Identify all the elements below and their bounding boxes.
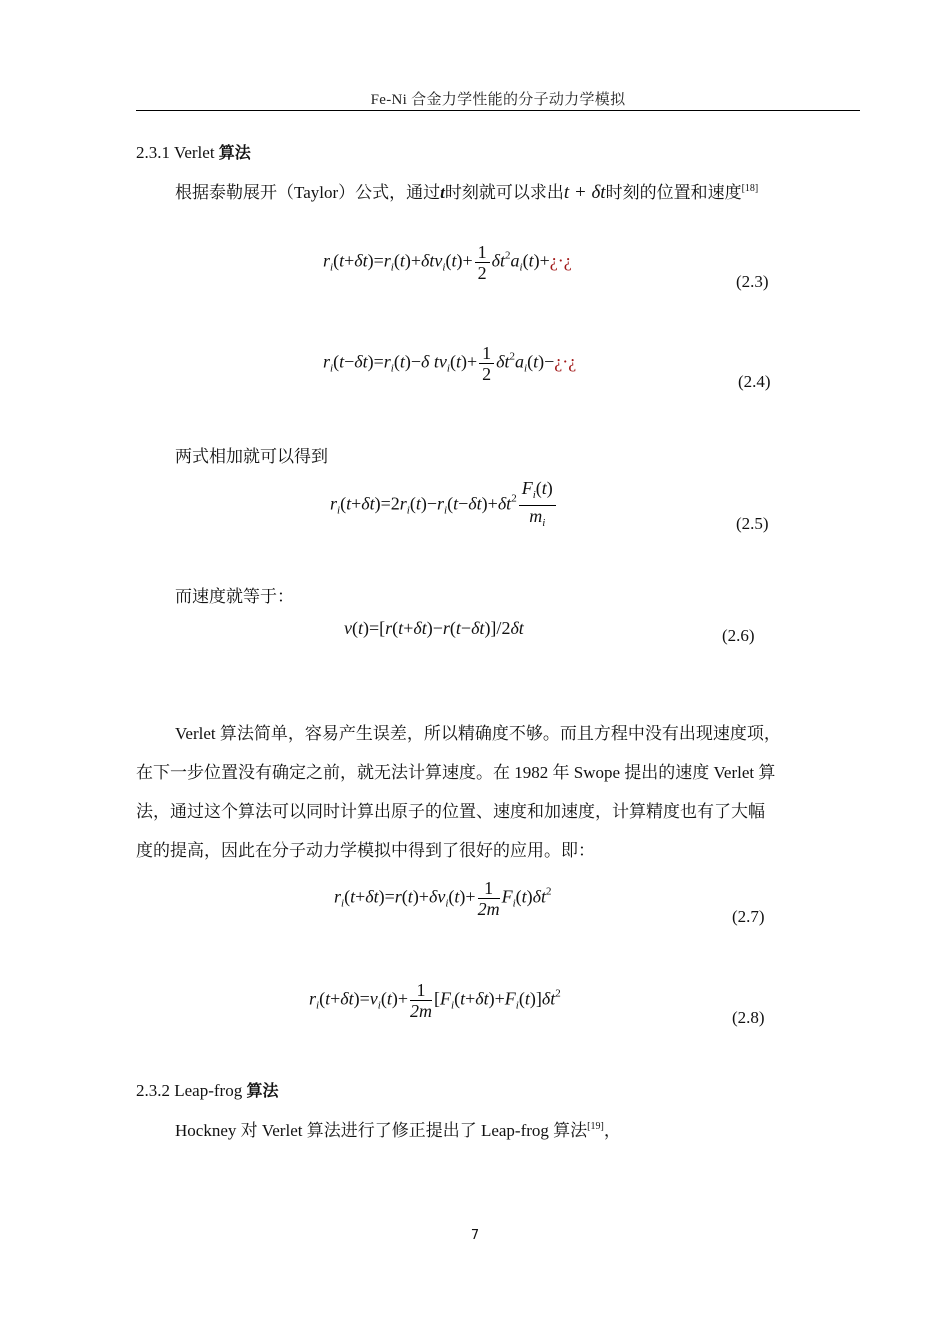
verlet-paragraph [136, 714, 860, 870]
velocity-text: 而速度就等于： [175, 587, 294, 606]
intro-paragraph [175, 178, 758, 204]
section-title-cjk: 算法 [246, 1081, 279, 1100]
section-title-cjk: 算法 [218, 143, 251, 162]
citation-18: [18] [741, 183, 759, 194]
paragraph-line: 度的提高，因此在分子动力学模拟中得到了很好的应用。即： [136, 841, 595, 860]
equation-2-7: $r_i(t+\delta t)=r(t)+\delta v_i(t)+$ $\frac{1}{2m}$ $F_i(t)\delta t^2$ [334, 878, 552, 919]
paragraph-line: 法，通过这个算法可以同时计算出原子的位置、速度和加速度，计算精度也有了大幅 [136, 802, 765, 821]
running-header: Fe-Ni 合金力学性能的分子动力学模拟 [370, 92, 626, 108]
header-rule [136, 110, 860, 111]
sum-text: 两式相加就可以得到 [175, 447, 328, 466]
coefficient: 2 [501, 618, 511, 638]
hockney-end: ， [603, 1121, 621, 1140]
paragraph-line: Verlet 算法简单，容易产生误差，所以精确度不够。而且方程中没有出现速度项， [175, 724, 781, 743]
frac-numerator: 1 [475, 242, 490, 263]
garbled-ellipsis: ¿·¿ [554, 351, 577, 372]
frac-denominator: 2m [410, 1001, 433, 1021]
equation-2-8: $r_i(t+\delta t)=v_i(t)+$ $\frac{1}{2m}$ $[F_i(t+\delta t)+F_i(t)]\delta t^2$ [309, 980, 561, 1021]
section-number: 2.3.1 [136, 143, 170, 162]
section-title-latin: Leap-frog [174, 1081, 243, 1100]
section-title-latin: Verlet [173, 143, 215, 162]
section-heading-leapfrog [136, 1078, 278, 1101]
coefficient: 2 [390, 493, 400, 514]
equation-number: (2.3) [736, 272, 769, 291]
var-t: t [440, 183, 445, 202]
page-number: 7 [470, 1228, 480, 1243]
frac-numerator: F [521, 478, 533, 498]
hockney-text [175, 1116, 621, 1141]
equation-2-3: $r_i(t+\delta t)=r_i(t)+\delta tv_i(t)+$ $\frac{1}{2}$ $\delta t^2a_i(t)+¿\cdot¿$ [323, 242, 572, 283]
frac-numerator: 1 [479, 343, 494, 364]
frac-denominator: m [529, 506, 543, 526]
equation-number: (2.8) [732, 1008, 765, 1027]
intro-text-3: 时刻的位置和速度 [605, 183, 742, 202]
frac-numerator: 1 [478, 878, 500, 899]
frac-numerator: 1 [410, 980, 432, 1001]
section-heading-verlet [136, 140, 251, 163]
equation-2-4: $r_i(t-\delta t)=r_i(t)-\delta$ $tv_i(t)+$ $\frac{1}{2}$ $\delta t^2a_i(t)-¿\cdot¿$ [323, 343, 577, 384]
equation-2-5: $r_i(t+\delta t)=2r_i(t)-r_i(t-\delta t)+\delta t^2$ $\frac{F_i(t)}{m_i}$ [330, 478, 558, 533]
garbled-ellipsis: ¿·¿ [549, 250, 572, 271]
equation-number: (2.5) [736, 514, 769, 533]
intro-text-1: 根据泰勒展开（Taylor）公式，通过 [175, 183, 441, 202]
var-t-plus-dt: t + δt [563, 182, 606, 203]
intro-text-2: 时刻就可以求出 [444, 183, 564, 202]
equation-number: (2.6) [722, 626, 755, 645]
section-number: 2.3.2 [136, 1081, 170, 1100]
frac-denominator: 2 [477, 263, 487, 283]
frac-denominator: 2 [482, 364, 492, 384]
citation-19: [19] [587, 1121, 604, 1132]
paragraph-line: 在下一步位置没有确定之前，就无法计算速度。在 1982 年 Swope 提出的速度 Verlet 算 [136, 763, 776, 782]
frac-denominator: 2m [477, 899, 500, 919]
hockney-sentence: Hockney 对 Verlet 算法进行了修正提出了 Leap-frog 算法 [175, 1121, 588, 1140]
equation-number: (2.7) [732, 907, 765, 926]
equation-number: (2.4) [738, 372, 771, 391]
equation-2-6: v(t)=[r(t+δt)−r(t−δt)]/2δt [344, 618, 524, 638]
